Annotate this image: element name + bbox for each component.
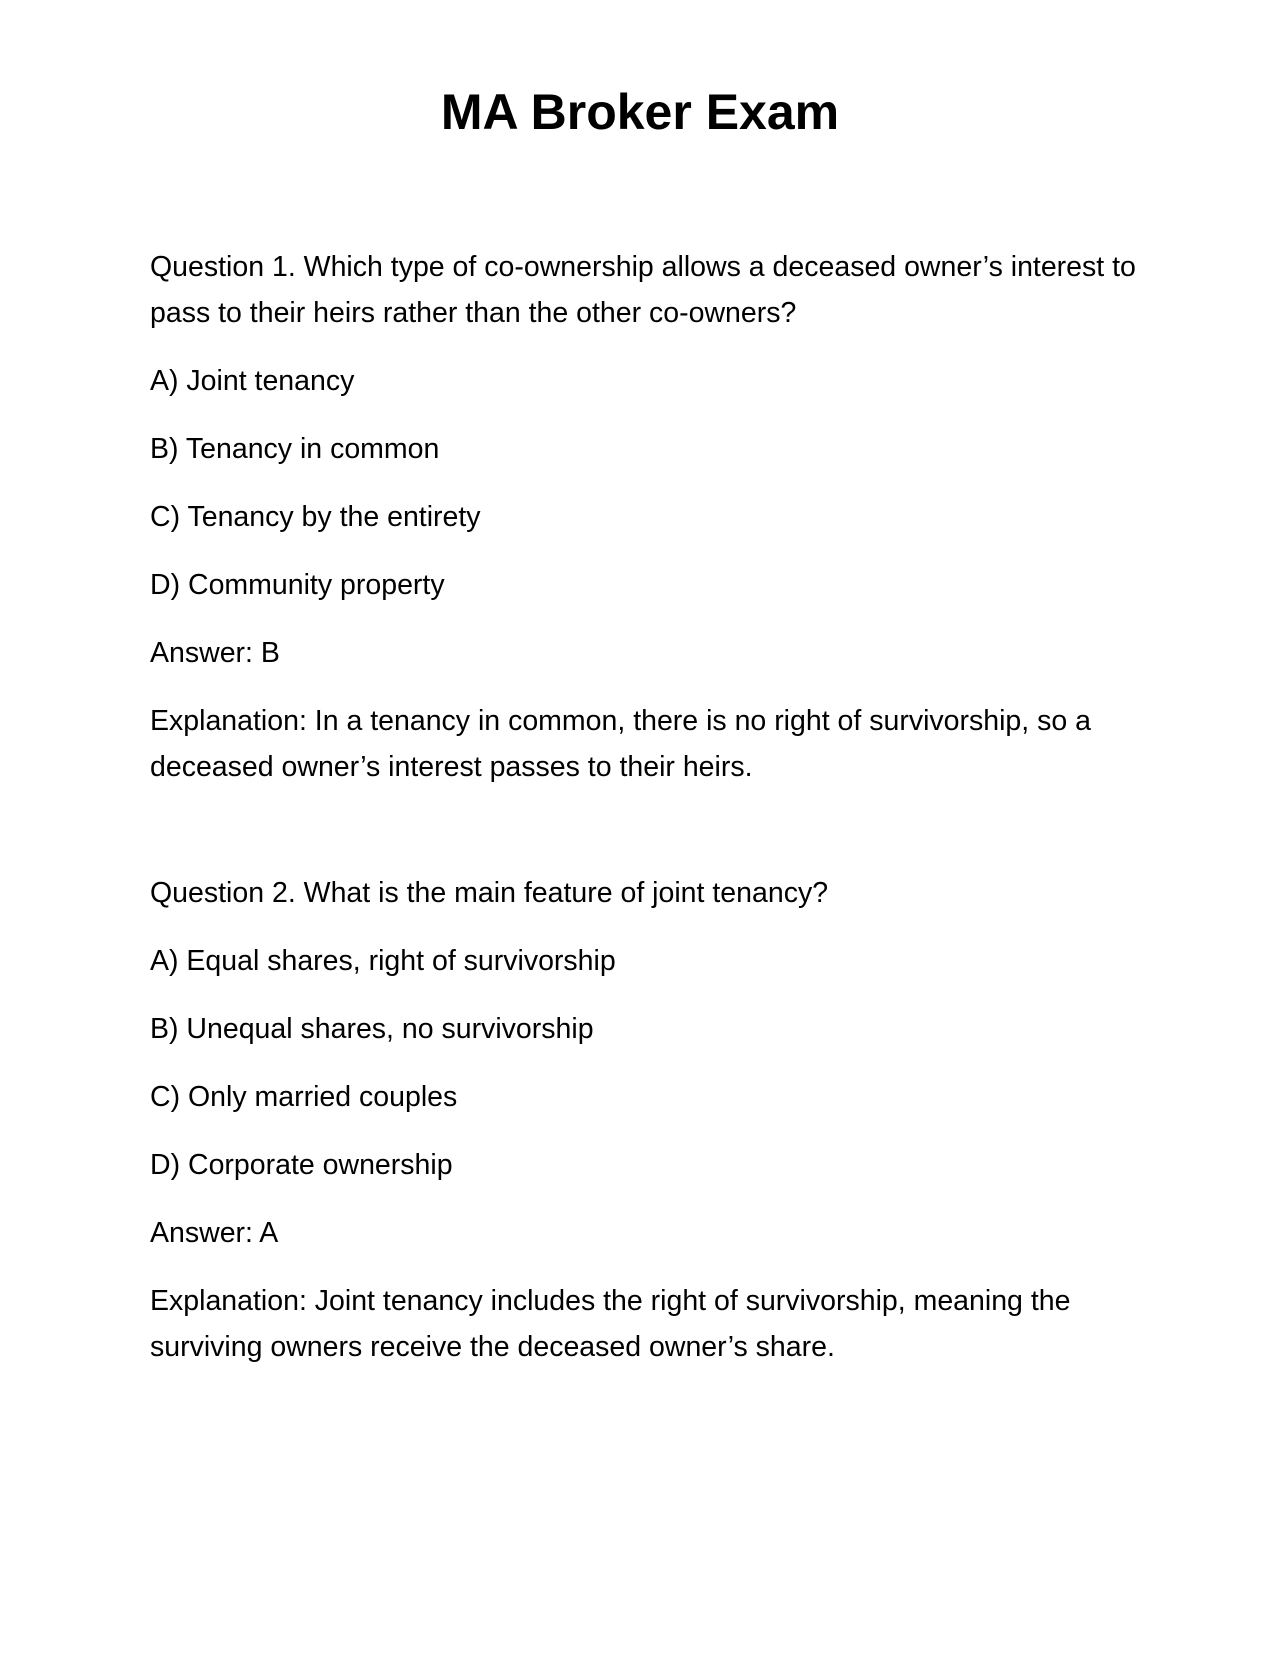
question-text: Question 1. Which type of co-ownership allows a deceased owner’s interest to pass to their heirs rather than the other co-owners? (150, 251, 1136, 329)
answer-option-b: B) Tenancy in common (150, 433, 440, 465)
question-block-1 (150, 244, 1150, 790)
correct-answer: Answer: A (150, 1217, 279, 1249)
answer-option-d: D) Corporate ownership (150, 1149, 453, 1181)
answer-option-a: A) Equal shares, right of survivorship (150, 945, 616, 977)
answer-explanation: Explanation: In a tenancy in common, there is no right of survivorship, so a deceased owner’s interest passes to their heirs. (150, 705, 1091, 783)
questions-container (150, 244, 1150, 1370)
answer-option-c: C) Only married couples (150, 1081, 458, 1113)
question-block-2 (150, 870, 1150, 1370)
correct-answer: Answer: B (150, 637, 280, 669)
answer-option-b: B) Unequal shares, no survivorship (150, 1013, 594, 1045)
document-title: MA Broker Exam (440, 84, 840, 140)
answer-explanation: Explanation: Joint tenancy includes the right of survivorship, meaning the surviving owners receive the deceased owner’s share. (150, 1285, 1071, 1363)
answer-option-d: D) Community property (150, 569, 445, 601)
question-text: Question 2. What is the main feature of joint tenancy? (150, 877, 829, 909)
answer-option-c: C) Tenancy by the entirety (150, 501, 481, 533)
answer-option-a: A) Joint tenancy (150, 365, 355, 397)
